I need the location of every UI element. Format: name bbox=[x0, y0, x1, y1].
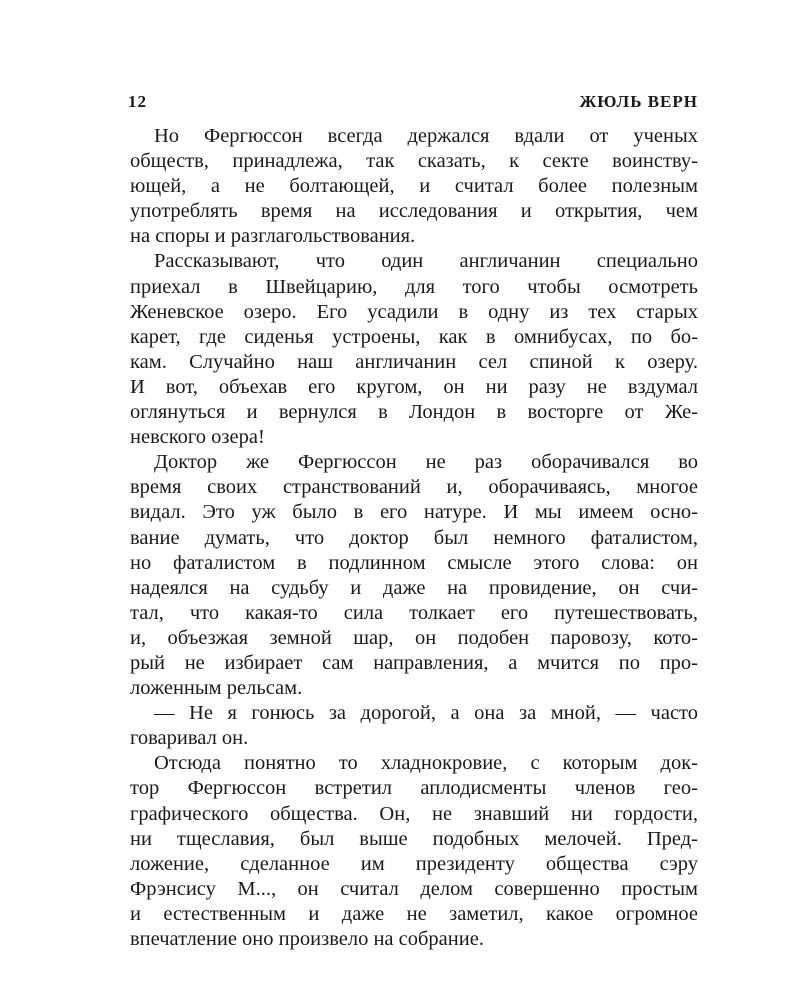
text-line: И вот, объехав его кругом, он ни разу не вздумал bbox=[130, 375, 698, 398]
text-line: но фаталистом в подлинном смысле этого слова: он bbox=[130, 551, 698, 574]
text-line: графического общества. Он, не знавший ни гордости, bbox=[130, 802, 698, 825]
text-line: Женевское озеро. Его усадили в одну из тех старых bbox=[130, 300, 698, 323]
text-line: рый не избирает сам направления, а мчится по про- bbox=[130, 651, 698, 674]
text-line: время своих странствований и, оборачиваясь, многое bbox=[130, 476, 698, 499]
text-line: — Не я гонюсь за дорогой, а она за мной, — часто bbox=[154, 702, 698, 725]
running-head bbox=[128, 90, 698, 114]
text-line: Рассказывают, что один англичанин специально bbox=[154, 250, 698, 273]
text-line: вание думать, что доктор был немного фаталистом, bbox=[130, 526, 698, 549]
text-line: карет, где сиденья устроены, как в омнибусах, по бо- bbox=[130, 325, 698, 348]
text-line: Фрэнсису М..., он считал делом совершенно простым bbox=[130, 877, 698, 900]
text-line: Отсюда понятно то хладнокровие, с которым док- bbox=[154, 752, 698, 775]
author-name: ЖЮЛЬ ВЕРН bbox=[579, 92, 698, 111]
text-line: надеялся на судьбу и даже на провидение, он счи- bbox=[130, 576, 698, 599]
text-line: на споры и разглагольствования. bbox=[130, 225, 416, 248]
text-line: видал. Это уж было в его натуре. И мы имеем осно- bbox=[130, 501, 698, 524]
text-line: Доктор же Фергюссон не раз оборачивался во bbox=[154, 451, 698, 474]
text-line: обществ, принадлежа, так сказать, к секте воинству- bbox=[130, 150, 698, 173]
text-line: и естественным и даже не заметил, какое огромное bbox=[130, 902, 698, 925]
text-line: впечатление оно произвело на собрание. bbox=[130, 928, 484, 950]
text-line: Но Фергюссон всегда держался вдали от ученых bbox=[154, 125, 698, 147]
text-line: кам. Случайно наш англичанин сел спиной к озеру. bbox=[130, 350, 698, 373]
text-line: тал, что какая-то сила толкает его путешествовать, bbox=[130, 601, 698, 624]
text-line: ющей, а не болтающей, и считал более полезным bbox=[130, 175, 698, 198]
text-line: ложенным рельсам. bbox=[130, 677, 303, 700]
text-line: тор Фергюссон встретил аплодисменты членов гео- bbox=[130, 777, 698, 800]
text-line: приехал в Швейцарию, для того чтобы осмотреть bbox=[130, 275, 698, 298]
text-line: невского озера! bbox=[130, 426, 265, 449]
body-text bbox=[130, 124, 698, 952]
text-line: и, объезжая земной шар, он подобен паровозу, кото- bbox=[130, 626, 698, 649]
text-line: ложение, сделанное им президенту общества сэру bbox=[130, 852, 698, 875]
text-line: ни тщеславия, был выше подобных мелочей. Пред- bbox=[130, 827, 698, 850]
page-number: 12 bbox=[128, 92, 147, 111]
text-line: оглянуться и вернулся в Лондон в восторге от Же- bbox=[130, 401, 698, 424]
text-line: говаривал он. bbox=[130, 727, 249, 750]
text-line: употреблять время на исследования и открытия, чем bbox=[130, 200, 698, 223]
